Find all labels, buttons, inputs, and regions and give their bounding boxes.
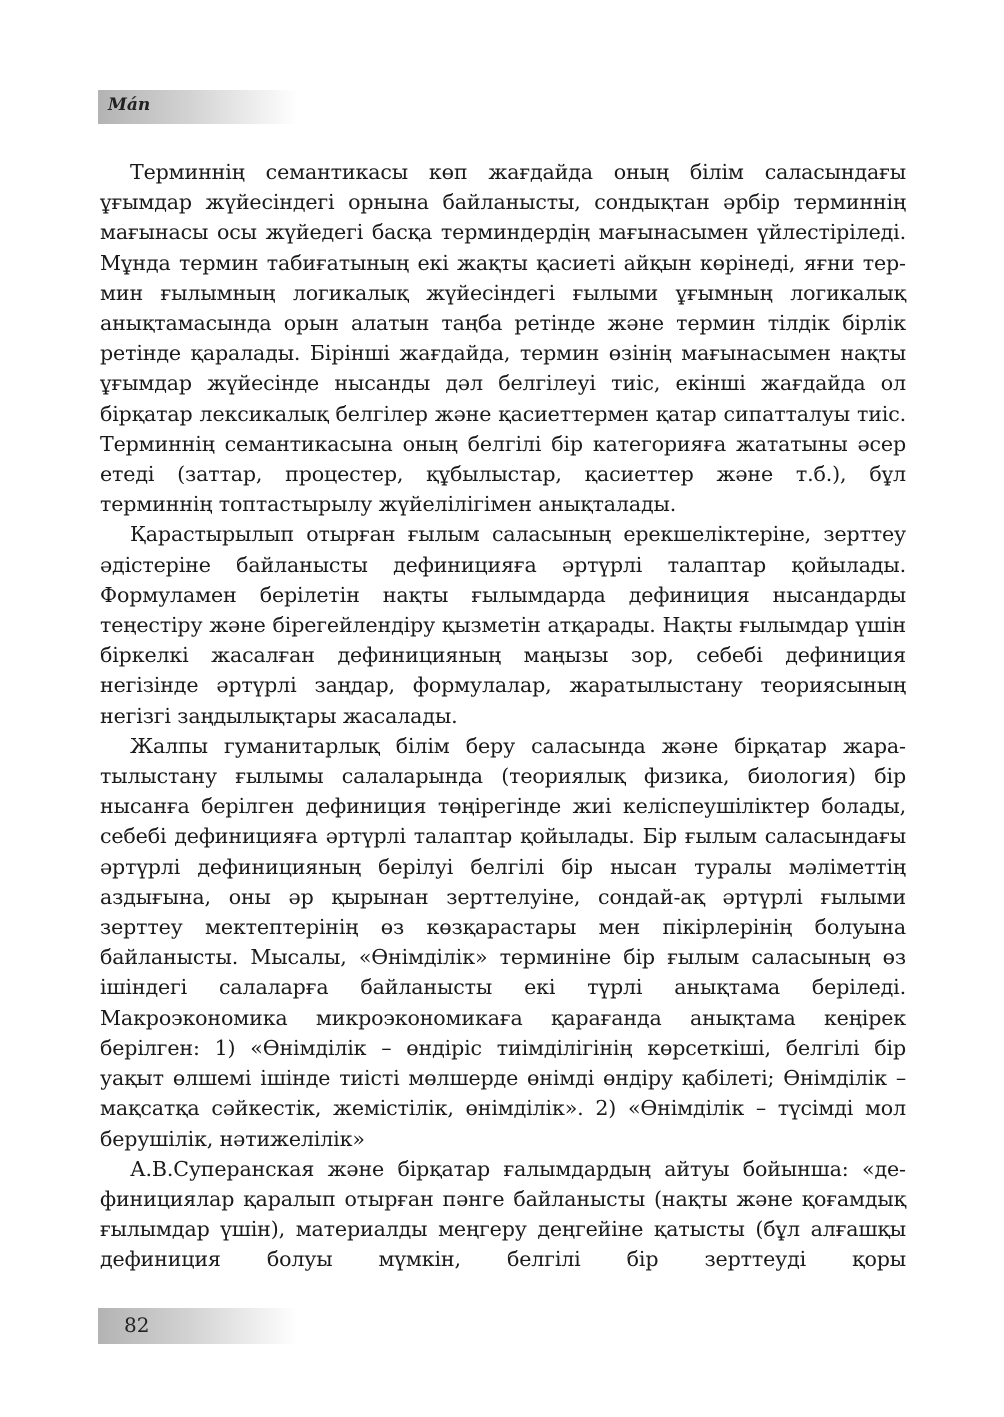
paragraph: Терминнің семантикасы көп жағдайда оның білім саласындағы ұғымдар жүйесіндегі орнына байланысты, сондықтан әрбір терминнің мағынасы осы жүйедегі басқа терминдердің мағынасымен үйлестіріледі. Мұнда термин табиғатының екі жақты қасиеті айқын көрінеді, яғни термин ғылымның логикалық жүйесіндегі ғылыми ұғымның логикалық анықтамасында орын алатын таңба ретінде және термин тілдік бірлік ретінде қаралады. Бірінші жағдайда, термин өзінің мағынасымен нақты ұғымдар жүйесінде нысанды дәл белгілеуі тиіс, екінші жағдайда ол бірқатар лексикалық белгілер және қасиеттермен қатар сипатталуы тиіс. Терминнің семантикасына оның белгілі бір категорияға жататыны әсер етеді (заттар, процестер, құбылыстар, қасиеттер және т.б.), бұл терминнің топтастырылу жүйелілігімен анықталады. [100, 160, 906, 517]
page-body-text [100, 157, 906, 1275]
page-number: 82 [124, 1313, 150, 1337]
paragraph: Жалпы гуманитарлық білім беру саласында және бірқатар жаратылыстану ғылымы салаларында (теориялық физика, биология) бір нысанға берілген дефиниция төңірегінде жиі келіспеушіліктер болады, себебі дефиницияға әртүрлі талаптар қойылады. Бір ғылым саласындағы әртүрлі дефиницияның берілуі белгілі бір нысан туралы мәліметтің аздығына, оны әр қырынан зерттелуіне, сондай-ақ әртүрлі ғылыми зерттеу мектептерінің өз көзқарастары мен пікірлерінің болуына байланысты. Мысалы, «Өнімділік» терминіне бір ғылым саласының өз ішіндегі салаларға байланысты екі түрлі анықтама беріледі. Макроэкономика микроэкономикаға қарағанда анықтама кеңірек берілген: 1) «Өнімділік – өндіріс тиімділігінің көрсеткіші, белгілі бір уақыт өлшемі ішінде тиісті мөлшерде өнімді өндіру қабілеті; Өнімділік – мақсатқа сәйкестік, жемістілік, өнімділік». 2) «Өнімділік – түсімді мол берушілік, нәтижелілік» [100, 733, 906, 1151]
running-header-title: Mán [108, 95, 151, 115]
paragraph: Қарастырылып отырған ғылым саласының ерекшеліктеріне, зерттеу әдістеріне байланысты дефиницияға әртүрлі талаптар қойылады. Формуламен берілетін нақты ғылымдарда дефиниция нысандарды теңестіру және бірегейлендіру қызметін атқарады. Нақты ғылымдар үшін біркелкі жасалған дефиницияның маңызы зор, себебі дефиниция негізінде әртүрлі заңдар, формулалар, жаратылыстану теориясының негізгі заңдылықтары жасалады. [100, 522, 906, 728]
page-footer [98, 1308, 298, 1344]
paragraph: А.В.Суперанская және бірқатар ғалымдардың айтуы бойынша: «дефинициялар қаралып отырған пәнге байланысты (нақты және қоғамдық ғылымдар үшін), материалды меңгеру деңгейіне қатысты (бұл алғашқы дефиниция болуы мүмкін, белгілі бір зерттеуді қоры [100, 1156, 906, 1272]
running-header [98, 90, 298, 124]
